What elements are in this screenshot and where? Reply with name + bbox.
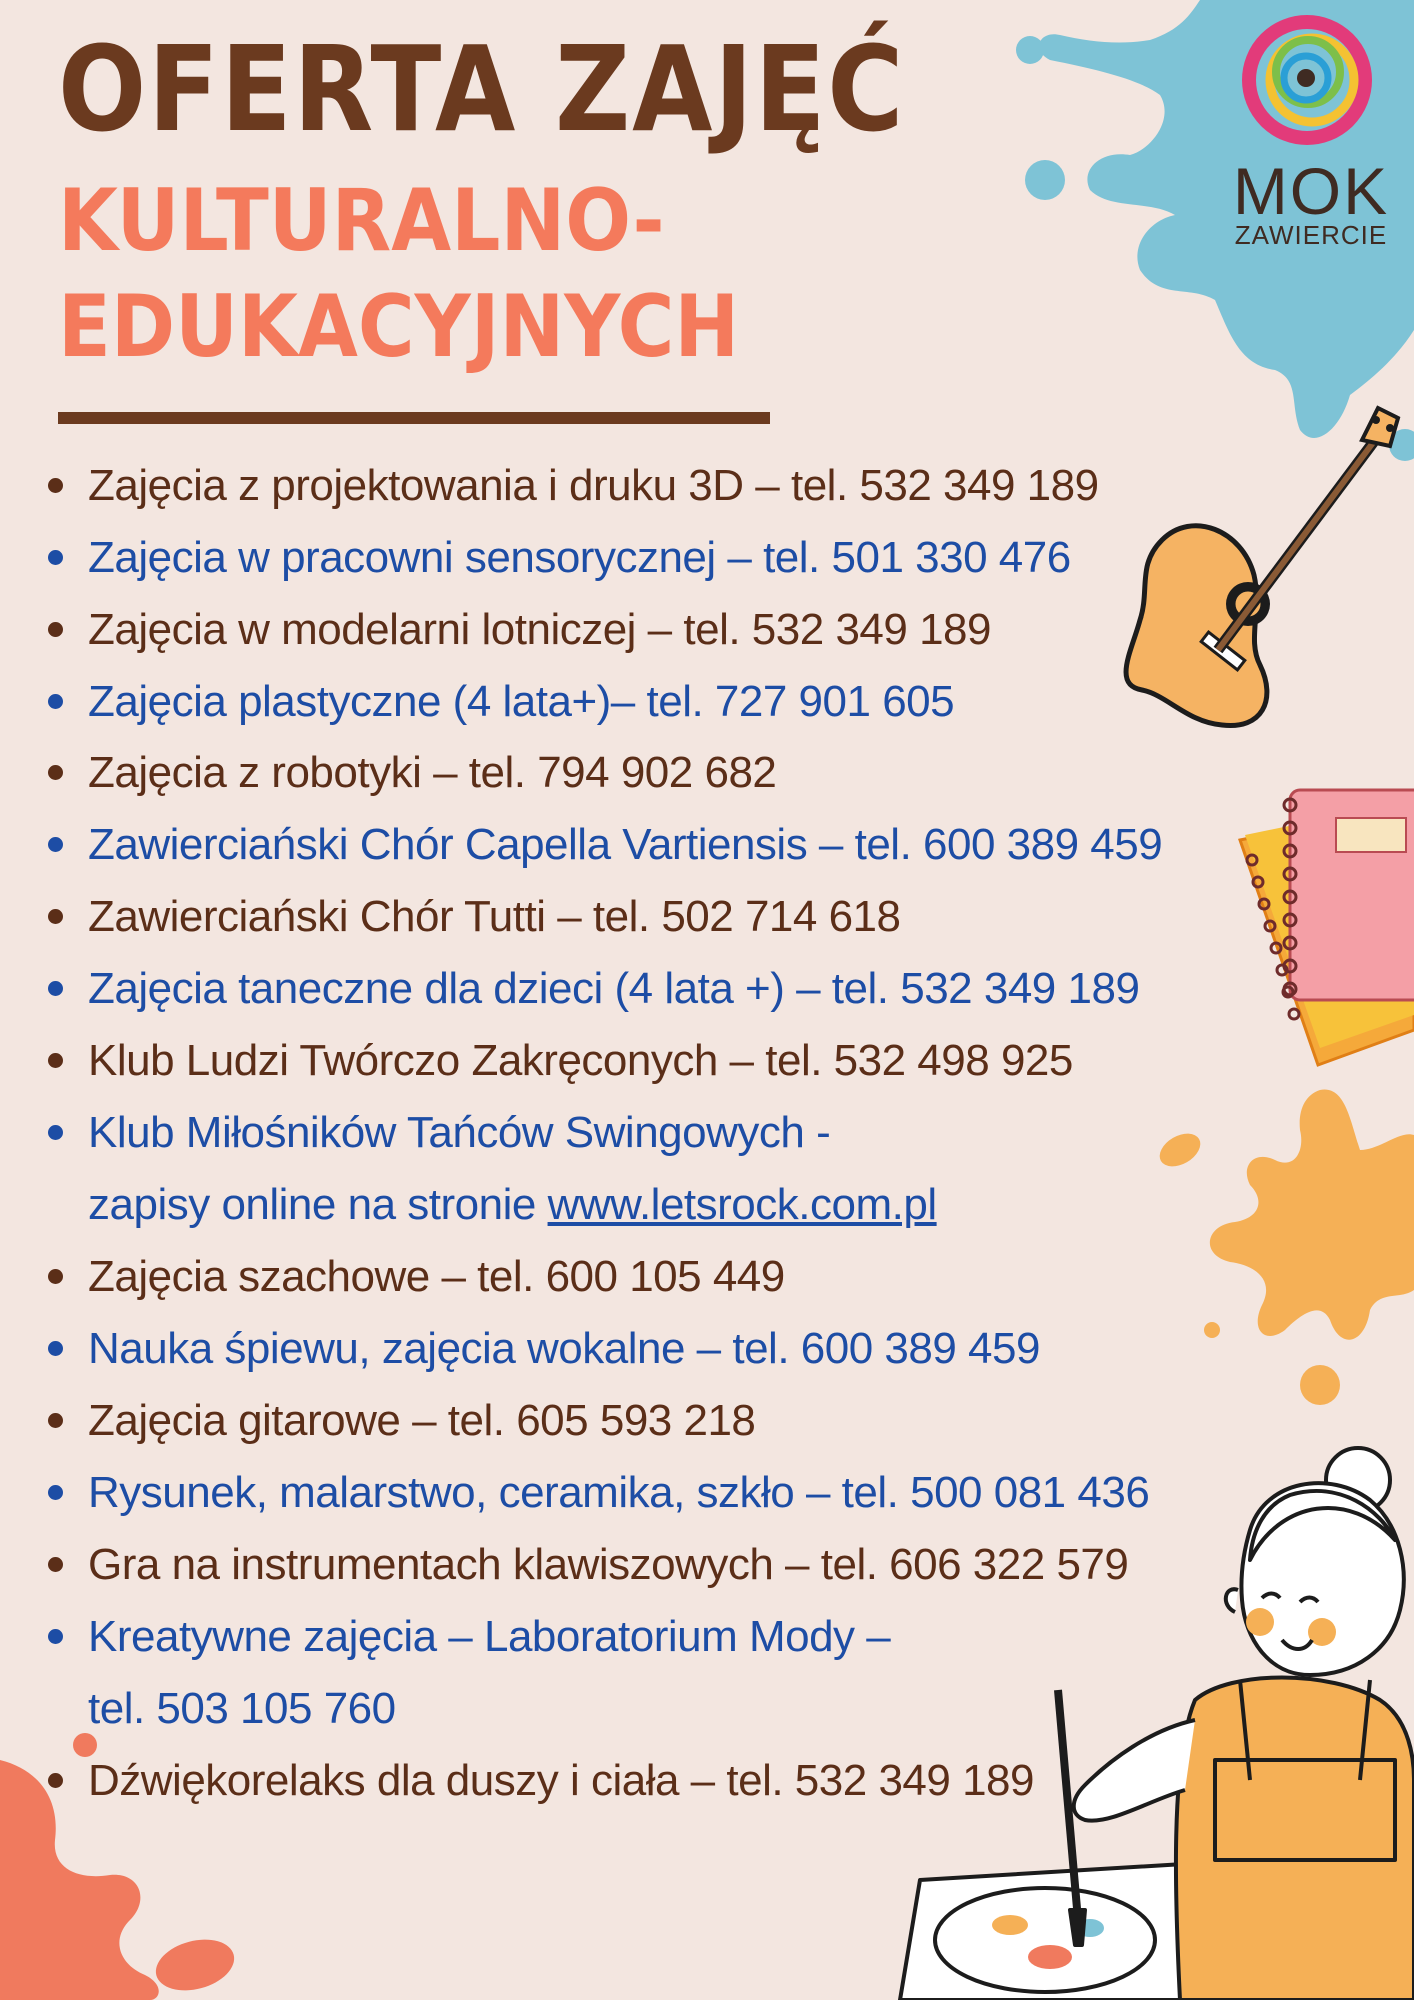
offer-text: Gra na instrumentach klawiszowych – tel. 606 322 579 — [88, 1540, 1129, 1589]
bullet-icon — [48, 1341, 63, 1356]
offer-text-line2 — [88, 1180, 937, 1229]
list-item — [88, 605, 991, 654]
offer-text-prefix: zapisy online na stronie — [88, 1180, 548, 1229]
offer-text: Zajęcia gitarowe – tel. 605 593 218 — [88, 1396, 756, 1445]
bullet-icon — [48, 909, 63, 924]
list-item — [88, 748, 777, 797]
bullet-icon — [48, 837, 63, 852]
page-title: OFERTA ZAJĘĆ — [58, 20, 906, 158]
list-item — [88, 1252, 785, 1301]
website-link[interactable]: www.letsrock.com.pl — [547, 1180, 937, 1229]
painting-girl-illustration — [900, 1448, 1414, 2000]
title-divider — [58, 412, 770, 424]
bullet-icon — [48, 1413, 63, 1428]
offer-text: Dźwiękorelaks dla duszy i ciała – tel. 532 349 189 — [88, 1756, 1034, 1805]
offer-text: Klub Miłośników Tańców Swingowych - — [88, 1108, 831, 1157]
offer-text: Zawierciański Chór Tutti – tel. 502 714 618 — [88, 892, 901, 941]
list-item — [88, 1036, 1073, 1085]
list-item — [88, 1756, 1034, 1805]
offer-text: Klub Ludzi Twórczo Zakręconych – tel. 532 498 925 — [88, 1036, 1073, 1085]
list-item — [88, 1324, 1040, 1373]
bullet-icon — [48, 694, 63, 709]
offer-text: Kreatywne zajęcia – Laboratorium Mody – — [88, 1612, 891, 1661]
list-item — [88, 533, 1071, 582]
list-item — [88, 1396, 756, 1445]
bullet-icon — [48, 622, 63, 637]
list-item — [88, 1540, 1129, 1589]
offer-text: Zajęcia w modelarni lotniczej – tel. 532 349 189 — [88, 605, 991, 654]
bullet-icon — [48, 1053, 63, 1068]
bullet-icon — [48, 1773, 63, 1788]
logo-name: MOK — [1232, 154, 1390, 228]
bullet-icon — [48, 1629, 63, 1644]
bullet-icon — [48, 765, 63, 780]
list-item — [88, 1612, 891, 1733]
list-item — [88, 820, 1163, 869]
offer-text: Zajęcia taneczne dla dzieci (4 lata +) – tel. 532 349 189 — [88, 964, 1140, 1013]
offer-text: Zajęcia z projektowania i druku 3D – tel. 532 349 189 — [88, 461, 1099, 510]
offer-text: Zajęcia w pracowni sensorycznej – tel. 501 330 476 — [88, 533, 1071, 582]
subtitle-line1: KULTURALNO- — [58, 171, 665, 271]
offer-text: Zawierciański Chór Capella Vartiensis – tel. 600 389 459 — [88, 820, 1163, 869]
list-item — [88, 964, 1140, 1013]
bullet-icon — [48, 478, 63, 493]
offer-text-line2: tel. 503 105 760 — [88, 1684, 396, 1733]
offer-text: Rysunek, malarstwo, ceramika, szkło – tel. 500 081 436 — [88, 1468, 1150, 1517]
notebooks-icon — [1240, 790, 1414, 1065]
list-item — [88, 461, 1099, 510]
list-item — [88, 892, 901, 941]
logo-city: ZAWIERCIE — [1234, 220, 1388, 250]
bullet-icon — [48, 981, 63, 996]
bullet-icon — [48, 1485, 63, 1500]
bullet-icon — [48, 1269, 63, 1284]
list-item — [88, 1468, 1150, 1517]
subtitle-line2: EDUKACYJNYCH — [58, 277, 740, 377]
bullet-icon — [48, 550, 63, 565]
list-item — [88, 1108, 937, 1229]
bullet-icon — [48, 1557, 63, 1572]
offer-text: Zajęcia plastyczne (4 lata+)– tel. 727 901 605 — [88, 677, 955, 726]
guitar-icon — [1126, 408, 1398, 726]
bullet-icon — [48, 1125, 63, 1140]
offer-text: Zajęcia z robotyki – tel. 794 902 682 — [88, 748, 777, 797]
offer-text: Nauka śpiewu, zajęcia wokalne – tel. 600 389 459 — [88, 1324, 1040, 1373]
list-item — [88, 677, 955, 726]
offer-text: Zajęcia szachowe – tel. 600 105 449 — [88, 1252, 785, 1301]
orange-paint-splash-icon — [1154, 1090, 1414, 1405]
